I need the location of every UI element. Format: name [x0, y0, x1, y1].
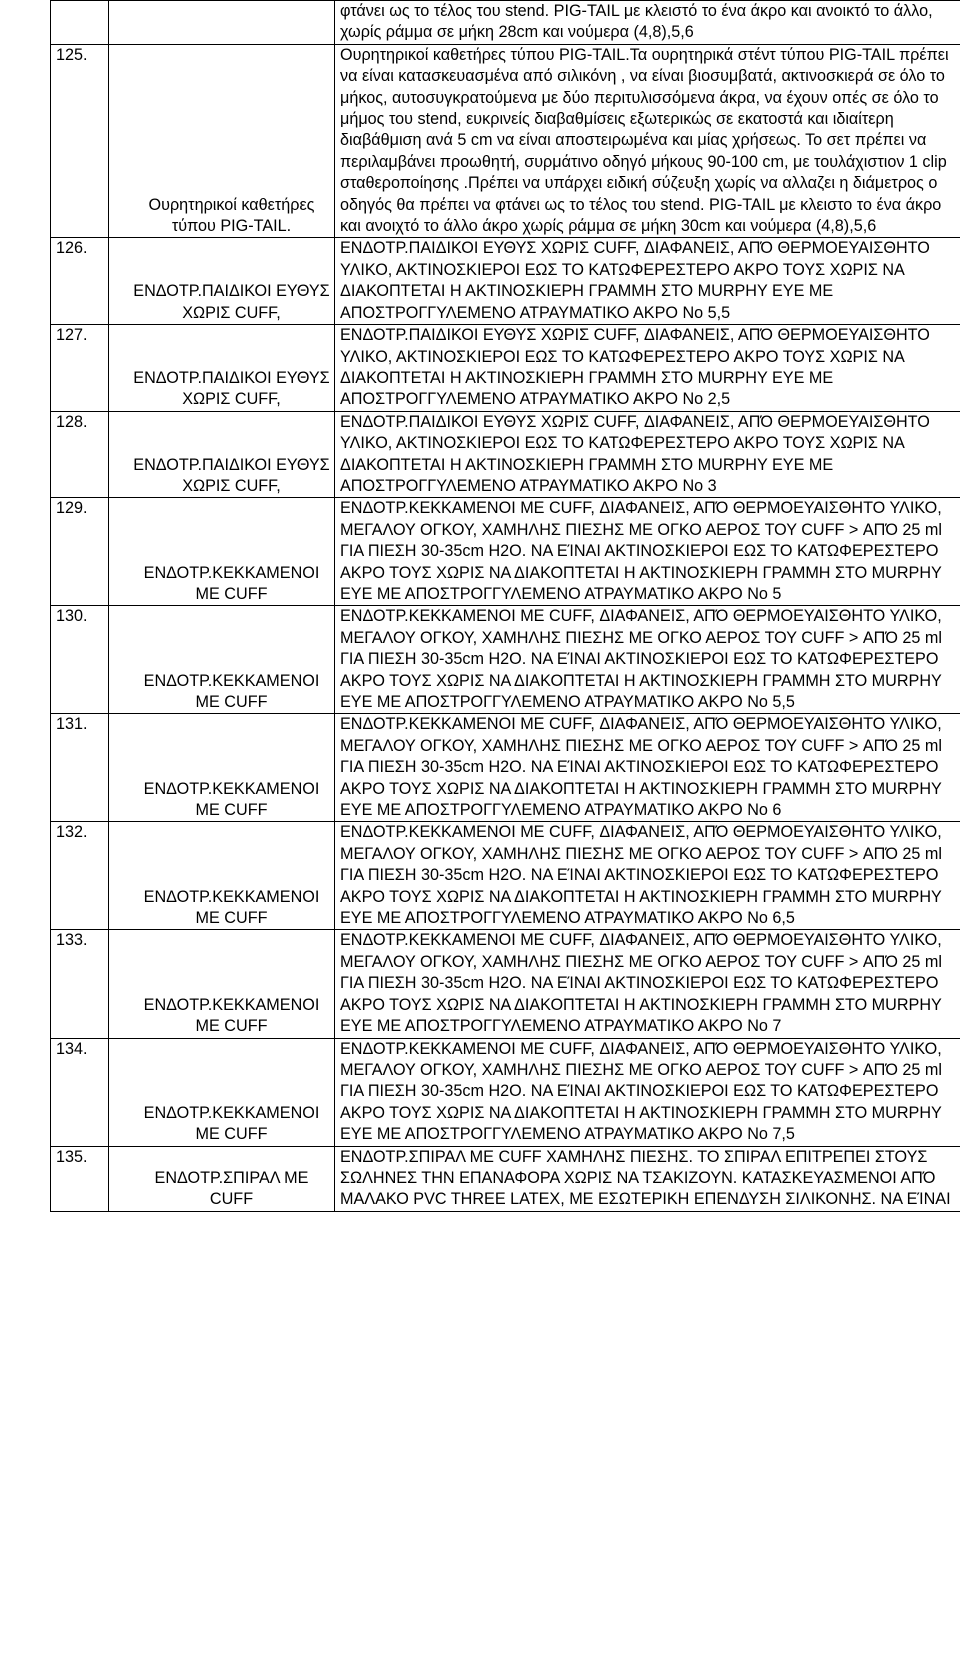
item-number: 130.: [56, 607, 88, 626]
item-description-cell: [335, 714, 960, 822]
item-name: ΕΝΔΟΤΡ.ΠΑΙΔΙΚΟΙ ΕΥΘΥΣ ΧΩΡΙΣ CUFF,: [133, 368, 330, 409]
item-name-cell: [109, 1038, 335, 1146]
item-description: ΕΝΔΟΤΡ.ΠΑΙΔΙΚΟΙ ΕΥΘΥΣ ΧΩΡΙΣ CUFF, ΔΙΑΦΑΝΕΙΣ, ΑΠΌ ΘΕΡΜΟΕΥΑΙΣΘΗΤΟ ΥΛΙΚΟ, ΑΚΤΙΝΟΣΚΙΕΡΟΙ ΕΩΣ ΤΟ ΚΑΤΩΦΕΡΕΣΤΕΡΟ ΑΚΡΟ ΤΟΥΣ ΧΩΡΙΣ ΝΑ ΔΙΑΚΟΠΤΕΤΑΙ Η ΑΚΤΙΝΟΣΚΙΕΡΗ ΓΡΑΜΜΗ ΣΤΟ MURPHY ΕΥΕ ΜΕ ΑΠΟΣΤΡΟΓΓΥΛΕΜΕΝΟ ΑΤΡΑΥΜΑΤΙΚΟ ΑΚΡΟ Νο 2,5: [340, 326, 930, 409]
spec-table: [50, 0, 960, 1212]
document-page: [50, 0, 960, 1656]
item-name: ΕΝΔΟΤΡ.ΣΠΙΡΑΛ ΜΕ CUFF: [154, 1168, 309, 1209]
item-name-cell: [109, 44, 335, 238]
table-row: [51, 930, 960, 1038]
name-cell: [109, 1, 335, 45]
continuation-row: [51, 1, 960, 45]
item-number-cell: [51, 930, 109, 1038]
item-number-cell: [51, 606, 109, 714]
item-number-cell: [51, 238, 109, 325]
item-description: ΕΝΔΟΤΡ.ΚΕΚΚΑΜΕΝΟΙ ΜΕ CUFF, ΔΙΑΦΑΝΕΙΣ, ΑΠΌ ΘΕΡΜΟΕΥΑΙΣΘΗΤΟ ΥΛΙΚΟ, ΜΕΓΑΛΟΥ ΟΓΚΟΥ, ΧΑΜΗΛΗΣ ΠΙΕΣΗΣ ΜΕ ΟΓΚΟ ΑΕΡΟΣ ΤΟΥ CUFF > ΑΠΌ 25 ml ΓΙΑ ΠΙΕΣΗ 30-35cm H2O. ΝΑ ΕΊΝΑΙ ΑΚΤΙΝΟΣΚΙΕΡΟΙ ΕΩΣ ΤΟ ΚΑΤΩΦΕΡΕΣΤΕΡΟ ΑΚΡΟ ΤΟΥΣ ΧΩΡΙΣ ΝΑ ΔΙΑΚΟΠΤΕΤΑΙ Η ΑΚΤΙΝΟΣΚΙΕΡΗ ΓΡΑΜΜΗ ΣΤΟ MURPHY ΕΥΕ ΜΕ ΑΠΟΣΤΡΟΓΓΥΛΕΜΕΝΟ ΑΤΡΑΥΜΑΤΙΚΟ ΑΚΡΟ Νο 6,5: [340, 823, 942, 928]
description-cell: [335, 1, 960, 45]
item-name-cell: [109, 238, 335, 325]
item-number: 126.: [56, 239, 88, 258]
item-number: 135.: [56, 1147, 88, 1166]
item-number: 133.: [56, 931, 88, 950]
item-description: ΕΝΔΟΤΡ.ΚΕΚΚΑΜΕΝΟΙ ΜΕ CUFF, ΔΙΑΦΑΝΕΙΣ, ΑΠΌ ΘΕΡΜΟΕΥΑΙΣΘΗΤΟ ΥΛΙΚΟ, ΜΕΓΑΛΟΥ ΟΓΚΟΥ, ΧΑΜΗΛΗΣ ΠΙΕΣΗΣ ΜΕ ΟΓΚΟ ΑΕΡΟΣ ΤΟΥ CUFF > ΑΠΌ 25 ml ΓΙΑ ΠΙΕΣΗ 30-35cm H2O. ΝΑ ΕΊΝΑΙ ΑΚΤΙΝΟΣΚΙΕΡΟΙ ΕΩΣ ΤΟ ΚΑΤΩΦΕΡΕΣΤΕΡΟ ΑΚΡΟ ΤΟΥΣ ΧΩΡΙΣ ΝΑ ΔΙΑΚΟΠΤΕΤΑΙ Η ΑΚΤΙΝΟΣΚΙΕΡΗ ΓΡΑΜΜΗ ΣΤΟ MURPHY ΕΥΕ ΜΕ ΑΠΟΣΤΡΟΓΓΥΛΕΜΕΝΟ ΑΤΡΑΥΜΑΤΙΚΟ ΑΚΡΟ Νο 7: [340, 931, 942, 1036]
item-name-cell: [109, 325, 335, 412]
item-number-cell: [51, 498, 109, 606]
item-description-cell: [335, 325, 960, 412]
item-name-cell: [109, 930, 335, 1038]
item-name: ΕΝΔΟΤΡ.ΚΕΚΚΑΜΕΝΟΙ ΜΕ CUFF: [143, 1103, 320, 1144]
item-description: Ουρητηρικοί καθετήρες τύπου PIG-TAIL.Τα ουρητηρικά στέντ τύπου PIG-TAIL πρέπει να είναι κατασκευασμένα από σιλικόνη , να είναι βιοσυμβατά, ακτινοσκιερά σε όλο το μήκος, αυτοσυγκρατούμενα με δύο περιτυλισσόμενα άκρα, να έχουν οπές σε όλο το μήμος του stend, ευκρινείς διαβαθμίσεις εξωτερικώς σε εκατοστά και ιδιαίτερη διαβάθμιση ανά 5 cm να είναι αποστειρωμένα και μίας χρήσεως. Το σετ πρέπει να περιλαμβάνει προωθητή, συρμάτινο οδηγό μήκους 90-100 cm, με τουλάχιστιον 1 clip σταθεροποίησης .Πρέπει να υπάρχει ειδική σύζευξη χωρίς να αλλαζει η διάμετρος ο οδηγός θα πρέπει να φτάνει ως το τέλος του stend. PIG-TAIL με κλειστο το ένα άκρο και ανοιχτό το άλλο άκρο χωρίς ράμμα σε μήκη 30cm και νούμερα (4,8),5,6: [340, 45, 949, 236]
item-name: ΕΝΔΟΤΡ.ΚΕΚΚΑΜΕΝΟΙ ΜΕ CUFF: [143, 779, 320, 820]
item-number-cell: [51, 1146, 109, 1211]
table-row: [51, 238, 960, 325]
item-name-cell: [109, 822, 335, 930]
item-name: ΕΝΔΟΤΡ.ΚΕΚΚΑΜΕΝΟΙ ΜΕ CUFF: [143, 671, 320, 711]
item-name-cell: [109, 1146, 335, 1211]
table-row: [51, 411, 960, 498]
item-description: ΕΝΔΟΤΡ.ΚΕΚΚΑΜΕΝΟΙ ΜΕ CUFF, ΔΙΑΦΑΝΕΙΣ, ΑΠΌ ΘΕΡΜΟΕΥΑΙΣΘΗΤΟ ΥΛΙΚΟ, ΜΕΓΑΛΟΥ ΟΓΚΟΥ, ΧΑΜΗΛΗΣ ΠΙΕΣΗΣ ΜΕ ΟΓΚΟ ΑΕΡΟΣ ΤΟΥ CUFF > ΑΠΌ 25 ml ΓΙΑ ΠΙΕΣΗ 30-35cm H2O. ΝΑ ΕΊΝΑΙ ΑΚΤΙΝΟΣΚΙΕΡΟΙ ΕΩΣ ΤΟ ΚΑΤΩΦΕΡΕΣΤΕΡΟ ΑΚΡΟ ΤΟΥΣ ΧΩΡΙΣ ΝΑ ΔΙΑΚΟΠΤΕΤΑΙ Η ΑΚΤΙΝΟΣΚΙΕΡΗ ΓΡΑΜΜΗ ΣΤΟ MURPHY ΕΥΕ ΜΕ ΑΠΟΣΤΡΟΓΓΥΛΕΜΕΝΟ ΑΤΡΑΥΜΑΤΙΚΟ ΑΚΡΟ Νο 5: [340, 499, 942, 603]
item-description-cell: [335, 411, 960, 498]
table-row: [51, 714, 960, 822]
item-number-cell: [51, 44, 109, 238]
item-number: 129.: [56, 499, 88, 518]
table-row: [51, 1146, 960, 1211]
item-description-cell: [335, 822, 960, 930]
item-description: ΕΝΔΟΤΡ.ΣΠΙΡΑΛ ΜΕ CUFF ΧΑΜΗΛΗΣ ΠΙΕΣΗΣ. ΤΟ ΣΠΙΡΑΛ ΕΠΙΤΡΕΠΕΙ ΣΤΟΥΣ ΣΩΛΗΝΕΣ ΤΗΝ ΕΠΑΝΑΦΟΡΑ ΧΩΡΙΣ ΝΑ ΤΣΑΚΙΖΟΥΝ. ΚΑΤΑΣΚΕΥΑΣΜΕΝΟΙ ΑΠΌ ΜΑΛΑΚΟ PVC THREE LATEX, ΜΕ ΕΣΩΤΕΡΙΚΗ ΕΠΕΝΔΥΣΗ ΣΙΛΙΚΟΝΗΣ. ΝΑ ΕΊΝΑΙ: [340, 1147, 951, 1209]
item-name: ΕΝΔΟΤΡ.ΚΕΚΚΑΜΕΝΟΙ ΜΕ CUFF: [143, 563, 320, 603]
table-row: [51, 822, 960, 930]
item-number-cell: [51, 714, 109, 822]
item-number: 127.: [56, 326, 88, 345]
item-description: ΕΝΔΟΤΡ.ΚΕΚΚΑΜΕΝΟΙ ΜΕ CUFF, ΔΙΑΦΑΝΕΙΣ, ΑΠΌ ΘΕΡΜΟΕΥΑΙΣΘΗΤΟ ΥΛΙΚΟ, ΜΕΓΑΛΟΥ ΟΓΚΟΥ, ΧΑΜΗΛΗΣ ΠΙΕΣΗΣ ΜΕ ΟΓΚΟ ΑΕΡΟΣ ΤΟΥ CUFF > ΑΠΌ 25 ml ΓΙΑ ΠΙΕΣΗ 30-35cm H2O. ΝΑ ΕΊΝΑΙ ΑΚΤΙΝΟΣΚΙΕΡΟΙ ΕΩΣ ΤΟ ΚΑΤΩΦΕΡΕΣΤΕΡΟ ΑΚΡΟ ΤΟΥΣ ΧΩΡΙΣ ΝΑ ΔΙΑΚΟΠΤΕΤΑΙ Η ΑΚΤΙΝΟΣΚΙΕΡΗ ΓΡΑΜΜΗ ΣΤΟ MURPHY ΕΥΕ ΜΕ ΑΠΟΣΤΡΟΓΓΥΛΕΜΕΝΟ ΑΤΡΑΥΜΑΤΙΚΟ ΑΚΡΟ Νο 7,5: [340, 1039, 942, 1144]
item-number: 128.: [56, 412, 88, 431]
item-number: 131.: [56, 715, 88, 734]
continuation-text: φτάνει ως το τέλος του stend. PIG-TAIL με κλειστό το ένα άκρο και ανοικτό το άλλο, χωρίς ράμμα σε μήκη 28cm και νούμερα (4,8),5,6: [340, 2, 933, 42]
item-description: ΕΝΔΟΤΡ.ΠΑΙΔΙΚΟΙ ΕΥΘΥΣ ΧΩΡΙΣ CUFF, ΔΙΑΦΑΝΕΙΣ, ΑΠΌ ΘΕΡΜΟΕΥΑΙΣΘΗΤΟ ΥΛΙΚΟ, ΑΚΤΙΝΟΣΚΙΕΡΟΙ ΕΩΣ ΤΟ ΚΑΤΩΦΕΡΕΣΤΕΡΟ ΑΚΡΟ ΤΟΥΣ ΧΩΡΙΣ ΝΑ ΔΙΑΚΟΠΤΕΤΑΙ Η ΑΚΤΙΝΟΣΚΙΕΡΗ ΓΡΑΜΜΗ ΣΤΟ MURPHY ΕΥΕ ΜΕ ΑΠΟΣΤΡΟΓΓΥΛΕΜΕΝΟ ΑΤΡΑΥΜΑΤΙΚΟ ΑΚΡΟ Νο 5,5: [340, 239, 930, 322]
item-number-cell: [51, 822, 109, 930]
item-description-cell: [335, 1038, 960, 1146]
item-description: ΕΝΔΟΤΡ.ΠΑΙΔΙΚΟΙ ΕΥΘΥΣ ΧΩΡΙΣ CUFF, ΔΙΑΦΑΝΕΙΣ, ΑΠΌ ΘΕΡΜΟΕΥΑΙΣΘΗΤΟ ΥΛΙΚΟ, ΑΚΤΙΝΟΣΚΙΕΡΟΙ ΕΩΣ ΤΟ ΚΑΤΩΦΕΡΕΣΤΕΡΟ ΑΚΡΟ ΤΟΥΣ ΧΩΡΙΣ ΝΑ ΔΙΑΚΟΠΤΕΤΑΙ Η ΑΚΤΙΝΟΣΚΙΕΡΗ ΓΡΑΜΜΗ ΣΤΟ MURPHY ΕΥΕ ΜΕ ΑΠΟΣΤΡΟΓΓΥΛΕΜΕΝΟ ΑΤΡΑΥΜΑΤΙΚΟ ΑΚΡΟ Νο 3: [340, 412, 930, 495]
item-name-cell: [109, 498, 335, 606]
table-row: [51, 1038, 960, 1146]
item-description: ΕΝΔΟΤΡ.ΚΕΚΚΑΜΕΝΟΙ ΜΕ CUFF, ΔΙΑΦΑΝΕΙΣ, ΑΠΌ ΘΕΡΜΟΕΥΑΙΣΘΗΤΟ ΥΛΙΚΟ, ΜΕΓΑΛΟΥ ΟΓΚΟΥ, ΧΑΜΗΛΗΣ ΠΙΕΣΗΣ ΜΕ ΟΓΚΟ ΑΕΡΟΣ ΤΟΥ CUFF > ΑΠΌ 25 ml ΓΙΑ ΠΙΕΣΗ 30-35cm H2O. ΝΑ ΕΊΝΑΙ ΑΚΤΙΝΟΣΚΙΕΡΟΙ ΕΩΣ ΤΟ ΚΑΤΩΦΕΡΕΣΤΕΡΟ ΑΚΡΟ ΤΟΥΣ ΧΩΡΙΣ ΝΑ ΔΙΑΚΟΠΤΕΤΑΙ Η ΑΚΤΙΝΟΣΚΙΕΡΗ ΓΡΑΜΜΗ ΣΤΟ MURPHY ΕΥΕ ΜΕ ΑΠΟΣΤΡΟΓΓΥΛΕΜΕΝΟ ΑΤΡΑΥΜΑΤΙΚΟ ΑΚΡΟ Νο 5,5: [340, 607, 942, 711]
item-description-cell: [335, 44, 960, 238]
table-row: [51, 606, 960, 714]
item-number-cell: [51, 411, 109, 498]
number-cell: [51, 1, 109, 45]
item-description-cell: [335, 498, 960, 606]
item-name: ΕΝΔΟΤΡ.ΠΑΙΔΙΚΟΙ ΕΥΘΥΣ ΧΩΡΙΣ CUFF,: [133, 282, 330, 322]
item-name: Ουρητηρικοί καθετήρες τύπου PIG-TAIL.: [148, 195, 315, 236]
item-description-cell: [335, 930, 960, 1038]
item-description-cell: [335, 238, 960, 325]
item-name-cell: [109, 714, 335, 822]
item-name-cell: [109, 606, 335, 714]
item-description: ΕΝΔΟΤΡ.ΚΕΚΚΑΜΕΝΟΙ ΜΕ CUFF, ΔΙΑΦΑΝΕΙΣ, ΑΠΌ ΘΕΡΜΟΕΥΑΙΣΘΗΤΟ ΥΛΙΚΟ, ΜΕΓΑΛΟΥ ΟΓΚΟΥ, ΧΑΜΗΛΗΣ ΠΙΕΣΗΣ ΜΕ ΟΓΚΟ ΑΕΡΟΣ ΤΟΥ CUFF > ΑΠΌ 25 ml ΓΙΑ ΠΙΕΣΗ 30-35cm H2O. ΝΑ ΕΊΝΑΙ ΑΚΤΙΝΟΣΚΙΕΡΟΙ ΕΩΣ ΤΟ ΚΑΤΩΦΕΡΕΣΤΕΡΟ ΑΚΡΟ ΤΟΥΣ ΧΩΡΙΣ ΝΑ ΔΙΑΚΟΠΤΕΤΑΙ Η ΑΚΤΙΝΟΣΚΙΕΡΗ ΓΡΑΜΜΗ ΣΤΟ MURPHY ΕΥΕ ΜΕ ΑΠΟΣΤΡΟΓΓΥΛΕΜΕΝΟ ΑΤΡΑΥΜΑΤΙΚΟ ΑΚΡΟ Νο 6: [340, 715, 942, 820]
item-name: ΕΝΔΟΤΡ.ΚΕΚΚΑΜΕΝΟΙ ΜΕ CUFF: [143, 887, 320, 928]
table-row: [51, 44, 960, 238]
item-number: 134.: [56, 1039, 88, 1058]
table-row: [51, 498, 960, 606]
item-name: ΕΝΔΟΤΡ.ΚΕΚΚΑΜΕΝΟΙ ΜΕ CUFF: [143, 995, 320, 1036]
item-number: 125.: [56, 45, 88, 64]
item-name: ΕΝΔΟΤΡ.ΠΑΙΔΙΚΟΙ ΕΥΘΥΣ ΧΩΡΙΣ CUFF,: [133, 455, 330, 495]
item-number: 132.: [56, 823, 88, 842]
item-name-cell: [109, 411, 335, 498]
item-number-cell: [51, 325, 109, 412]
item-description-cell: [335, 1146, 960, 1211]
item-number-cell: [51, 1038, 109, 1146]
table-row: [51, 325, 960, 412]
item-description-cell: [335, 606, 960, 714]
